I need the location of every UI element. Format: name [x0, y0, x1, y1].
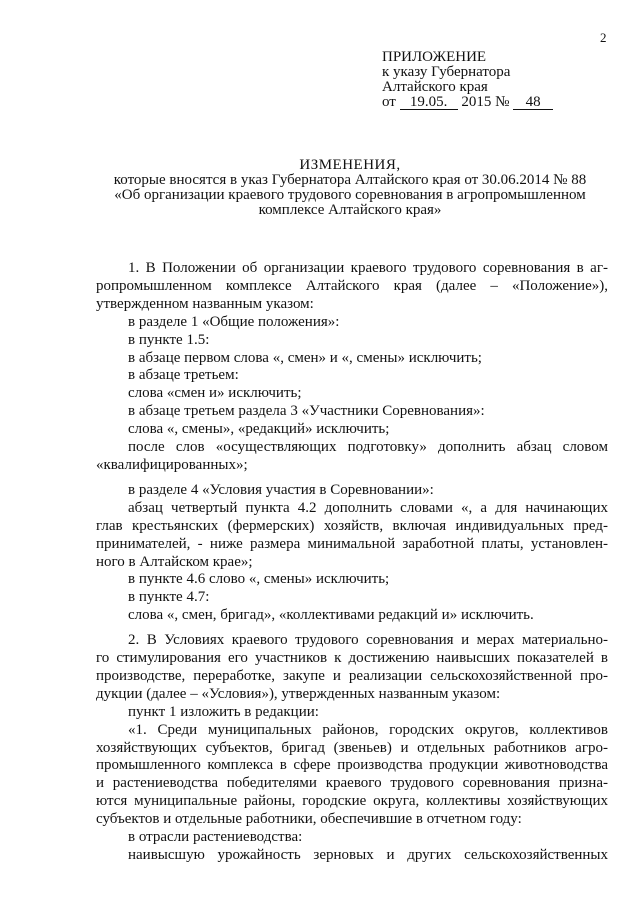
- text-line: после слов «осуществляющих подготовку» дополнить абзац словом: [128, 439, 608, 456]
- text-line: в пункте 4.6 слово «, смены» исключить;: [128, 571, 390, 588]
- text-line: и растениеводства победителями краевого трудового соревнования призна-: [96, 775, 608, 792]
- text-line: промышленного комплекса в сфере производства продукции животноводства: [96, 757, 608, 774]
- text-line: в абзаце третьем раздела 3 «Участники Соревнования»:: [128, 403, 485, 420]
- text-line: в отрасли растениеводства:: [128, 829, 303, 846]
- text-line: субъектов и отдельные работники, обеспечившие в отчетном году:: [96, 811, 522, 828]
- decree-number: 48: [513, 95, 553, 110]
- appendix-date-line: [382, 95, 553, 110]
- decree-year: 2015: [461, 94, 492, 110]
- text-line: в пункте 1.5:: [128, 331, 210, 348]
- text-line: ются муниципальные районы, городские округа, коллективы хозяйствующих: [96, 793, 608, 810]
- text-line: в разделе 4 «Условия участия в Соревновании»:: [128, 481, 434, 498]
- text-line: в абзаце первом слова «, смен» и «, смены» исключить;: [128, 349, 482, 366]
- text-line: дукции (далее – «Условия»), утвержденных названным указом:: [96, 685, 501, 702]
- appendix-line-decree: к указу Губернатора: [382, 64, 511, 80]
- document-title: [60, 158, 640, 218]
- text-line: в абзаце третьем:: [128, 367, 239, 384]
- appendix-title: ПРИЛОЖЕНИЕ: [382, 49, 487, 65]
- text-line: «1. Среди муниципальных районов, городских округов, коллективов: [128, 721, 608, 738]
- text-line: наивысшую урожайность зерновых и других сельскохозяйственных: [128, 847, 608, 863]
- text-line: принимателей, - ниже размера минимальной заработной платы, установлен-: [96, 535, 608, 552]
- text-line: утвержденном названным указом:: [96, 295, 314, 312]
- text-line: пункт 1 изложить в редакции:: [128, 703, 319, 720]
- text-line: «квалифицированных»;: [96, 456, 248, 473]
- number-sign: №: [495, 94, 510, 110]
- text-line: слова «, смен, бригад», «коллективами редакций и» исключить.: [128, 607, 534, 624]
- text-line: слова «, смены», «редакций» исключить;: [128, 421, 390, 438]
- text-line: 2. В Условиях краевого трудового соревнования и мерах материально-: [128, 632, 608, 649]
- text-line: ного в Алтайском крае»;: [96, 553, 253, 570]
- from-label: от: [382, 94, 396, 110]
- document-body: [96, 260, 608, 865]
- title-line-4: комплексе Алтайского края»: [258, 202, 442, 218]
- text-line: ропромышленном комплексе Алтайского края (далее – «Положение»),: [96, 277, 608, 294]
- text-line: производстве, переработке, закупе и реализации сельскохозяйственной про-: [96, 667, 608, 684]
- decree-date: 19.05.: [400, 95, 458, 110]
- text-line: глав крестьянских (фермерских) хозяйств, включая индивидуальных пред-: [96, 517, 608, 534]
- text-line: абзац четвертый пункта 4.2 дополнить словами «, а для начинающих: [128, 499, 608, 516]
- title-heading: ИЗМЕНЕНИЯ,: [299, 157, 401, 173]
- page-number: 2: [600, 30, 607, 45]
- text-line: хозяйствующих субъектов, бригад (звеньев) и отдельных работников агро-: [96, 739, 608, 756]
- appendix-line-region: Алтайского края: [382, 79, 488, 95]
- text-line: 1. В Положении об организации краевого трудового соревнования в аг-: [128, 260, 608, 276]
- title-line-2: которые вносятся в указ Губернатора Алтайского края от 30.06.2014 № 88: [113, 172, 587, 188]
- text-line: в пункте 4.7:: [128, 589, 210, 606]
- text-line: в разделе 1 «Общие положения»:: [128, 313, 340, 330]
- text-line: го стимулирования его участников к достижению наивысших показателей в: [96, 650, 608, 667]
- text-line: слова «смен и» исключить;: [128, 385, 302, 402]
- appendix-header: [382, 50, 553, 110]
- title-line-3: «Об организации краевого трудового соревнования в агропромышленном: [114, 187, 586, 203]
